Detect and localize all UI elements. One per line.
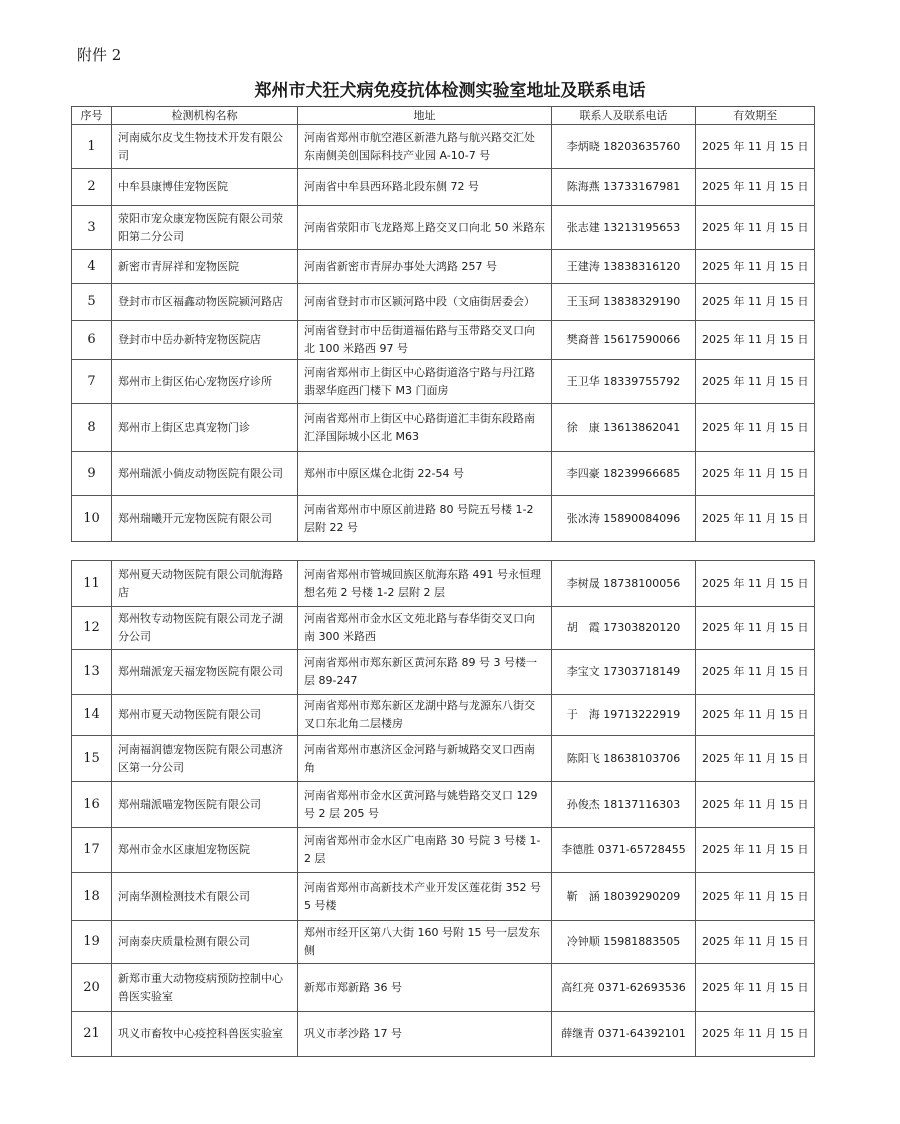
row-number: 4 [72,250,112,284]
expiry-date: 2025 年 11 月 15 日 [696,695,815,736]
header-no: 序号 [72,107,112,125]
institution-address: 河南省郑州市金水区广电南路 30 号院 3 号楼 1-2 层 [298,828,552,873]
institution-name: 登封市市区福鑫动物医院颍河路店 [112,284,298,321]
row-number: 7 [72,360,112,404]
institution-address: 巩义市孝沙路 17 号 [298,1012,552,1057]
institution-name: 新郑市重大动物疫病预防控制中心兽医实验室 [112,964,298,1012]
table-row [72,607,815,650]
contact-person-phone: 王玉珂 13838329190 [552,284,696,321]
header-address: 地址 [298,107,552,125]
table-row [72,736,815,782]
institution-address: 河南省郑州市中原区前进路 80 号院五号楼 1-2 层附 22 号 [298,496,552,542]
institution-name: 郑州市金水区康旭宠物医院 [112,828,298,873]
expiry-date: 2025 年 11 月 15 日 [696,496,815,542]
row-number: 3 [72,206,112,250]
row-number: 6 [72,321,112,360]
institution-address: 郑州市经开区第八大街 160 号附 15 号一层发东侧 [298,921,552,964]
expiry-date: 2025 年 11 月 15 日 [696,921,815,964]
contact-person-phone: 高红亮 0371-62693536 [552,964,696,1012]
contact-person-phone: 王卫华 18339755792 [552,360,696,404]
header-expiry: 有效期至 [696,107,815,125]
institution-name: 登封市中岳办新特宠物医院店 [112,321,298,360]
table-row [72,496,815,542]
row-number: 17 [72,828,112,873]
expiry-date: 2025 年 11 月 15 日 [696,452,815,496]
table-row [72,873,815,921]
row-number: 20 [72,964,112,1012]
table-row [72,250,815,284]
institution-address: 河南省郑州市金水区黄河路与姚砦路交叉口 129 号 2 层 205 号 [298,782,552,828]
row-number: 9 [72,452,112,496]
contact-person-phone: 徐 康 13613862041 [552,404,696,452]
expiry-date: 2025 年 11 月 15 日 [696,1012,815,1057]
institution-name: 中牟县康博佳宠物医院 [112,169,298,206]
table-row [72,695,815,736]
expiry-date: 2025 年 11 月 15 日 [696,284,815,321]
row-number: 13 [72,650,112,695]
contact-person-phone: 于 海 19713222919 [552,695,696,736]
table-header-row [72,107,815,125]
contact-person-phone: 李四豪 18239966685 [552,452,696,496]
institution-name: 郑州牧专动物医院有限公司龙子湖分公司 [112,607,298,650]
contact-person-phone: 胡 霞 17303820120 [552,607,696,650]
table-row [72,828,815,873]
contact-person-phone: 靳 涵 18039290209 [552,873,696,921]
attachment-label: 附件 2 [77,46,122,64]
institution-address: 河南省新密市青屏办事处大鸿路 257 号 [298,250,552,284]
lab-table-part-2 [71,560,815,1057]
contact-person-phone: 陈阳飞 18638103706 [552,736,696,782]
table-row [72,452,815,496]
expiry-date: 2025 年 11 月 15 日 [696,206,815,250]
institution-address: 河南省中牟县西环路北段东侧 72 号 [298,169,552,206]
row-number: 8 [72,404,112,452]
institution-name: 郑州瑞派宠天福宠物医院有限公司 [112,650,298,695]
lab-table-part-1 [71,106,815,542]
table-row [72,284,815,321]
contact-person-phone: 薛继青 0371-64392101 [552,1012,696,1057]
row-number: 15 [72,736,112,782]
institution-name: 河南华测检测技术有限公司 [112,873,298,921]
table-row [72,921,815,964]
header-institution: 检测机构名称 [112,107,298,125]
row-number: 18 [72,873,112,921]
institution-name: 巩义市畜牧中心疫控科兽医实验室 [112,1012,298,1057]
expiry-date: 2025 年 11 月 15 日 [696,782,815,828]
institution-address: 河南省郑州市上街区中心路街道洛宁路与丹江路翡翠华庭西门楼下 M3 门面房 [298,360,552,404]
table-row [72,782,815,828]
table-row [72,125,815,169]
institution-name: 郑州夏天动物医院有限公司航海路店 [112,561,298,607]
table-row [72,206,815,250]
table-row [72,561,815,607]
row-number: 19 [72,921,112,964]
table-row [72,1012,815,1057]
institution-name: 河南泰庆质量检测有限公司 [112,921,298,964]
institution-address: 河南省郑州市金水区文苑北路与春华街交叉口向南 300 米路西 [298,607,552,650]
institution-address: 河南省郑州市上街区中心路街道汇丰街东段路南汇泽国际城小区北 M63 [298,404,552,452]
institution-address: 河南省荥阳市飞龙路郑上路交叉口向北 50 米路东 [298,206,552,250]
expiry-date: 2025 年 11 月 15 日 [696,561,815,607]
table-row [72,650,815,695]
institution-address: 河南省郑州市管城回族区航海东路 491 号永恒理想名苑 2 号楼 1-2 层附 2 层 [298,561,552,607]
table-row [72,964,815,1012]
row-number: 11 [72,561,112,607]
contact-person-phone: 李炳晓 18203635760 [552,125,696,169]
expiry-date: 2025 年 11 月 15 日 [696,125,815,169]
contact-person-phone: 李德胜 0371-65728455 [552,828,696,873]
header-contact: 联系人及联系电话 [552,107,696,125]
row-number: 2 [72,169,112,206]
institution-address: 郑州市中原区煤仓北街 22-54 号 [298,452,552,496]
expiry-date: 2025 年 11 月 15 日 [696,736,815,782]
contact-person-phone: 张冰涛 15890084096 [552,496,696,542]
institution-name: 郑州市上街区佑心宠物医疗诊所 [112,360,298,404]
institution-address: 新郑市郑新路 36 号 [298,964,552,1012]
expiry-date: 2025 年 11 月 15 日 [696,650,815,695]
expiry-date: 2025 年 11 月 15 日 [696,404,815,452]
institution-name: 郑州瑞派小倘皮动物医院有限公司 [112,452,298,496]
row-number: 16 [72,782,112,828]
contact-person-phone: 陈海燕 13733167981 [552,169,696,206]
expiry-date: 2025 年 11 月 15 日 [696,873,815,921]
contact-person-phone: 冷钟顺 15981883505 [552,921,696,964]
row-number: 14 [72,695,112,736]
contact-person-phone: 张志建 13213195653 [552,206,696,250]
institution-address: 河南省郑州市郑东新区黄河东路 89 号 3 号楼一层 89-247 [298,650,552,695]
expiry-date: 2025 年 11 月 15 日 [696,607,815,650]
institution-name: 新密市青屏祥和宠物医院 [112,250,298,284]
institution-name: 郑州市上街区忠真宠物门诊 [112,404,298,452]
institution-name: 河南福润德宠物医院有限公司惠济区第一分公司 [112,736,298,782]
expiry-date: 2025 年 11 月 15 日 [696,828,815,873]
row-number: 1 [72,125,112,169]
row-number: 12 [72,607,112,650]
expiry-date: 2025 年 11 月 15 日 [696,250,815,284]
institution-address: 河南省郑州市高新技术产业开发区莲花街 352 号 5 号楼 [298,873,552,921]
document-title: 郑州市犬狂犬病免疫抗体检测实验室地址及联系电话 [254,81,646,101]
institution-name: 郑州瑞曦开元宠物医院有限公司 [112,496,298,542]
row-number: 21 [72,1012,112,1057]
row-number: 5 [72,284,112,321]
contact-person-phone: 李树晟 18738100056 [552,561,696,607]
contact-person-phone: 王建涛 13838316120 [552,250,696,284]
table-row [72,404,815,452]
expiry-date: 2025 年 11 月 15 日 [696,321,815,360]
institution-address: 河南省登封市中岳街道福佑路与玉带路交叉口向北 100 米路西 97 号 [298,321,552,360]
table-row [72,321,815,360]
institution-name: 河南威尔皮戈生物技术开发有限公司 [112,125,298,169]
institution-address: 河南省郑州市郑东新区龙湖中路与龙源东八街交叉口东北角二层楼房 [298,695,552,736]
table-row [72,169,815,206]
row-number: 10 [72,496,112,542]
expiry-date: 2025 年 11 月 15 日 [696,169,815,206]
institution-address: 河南省郑州市航空港区新港九路与航兴路交汇处东南侧美创国际科技产业园 A-10-7 号 [298,125,552,169]
table-row [72,360,815,404]
expiry-date: 2025 年 11 月 15 日 [696,964,815,1012]
contact-person-phone: 樊裔普 15617590066 [552,321,696,360]
institution-name: 郑州瑞派喵宠物医院有限公司 [112,782,298,828]
institution-address: 河南省郑州市惠济区金河路与新城路交叉口西南角 [298,736,552,782]
contact-person-phone: 李宝文 17303718149 [552,650,696,695]
contact-person-phone: 孙俊杰 18137116303 [552,782,696,828]
institution-name: 郑州市夏天动物医院有限公司 [112,695,298,736]
expiry-date: 2025 年 11 月 15 日 [696,360,815,404]
institution-address: 河南省登封市市区颍河路中段（文庙街居委会） [298,284,552,321]
institution-name: 荥阳市宠众康宠物医院有限公司荥阳第二分公司 [112,206,298,250]
